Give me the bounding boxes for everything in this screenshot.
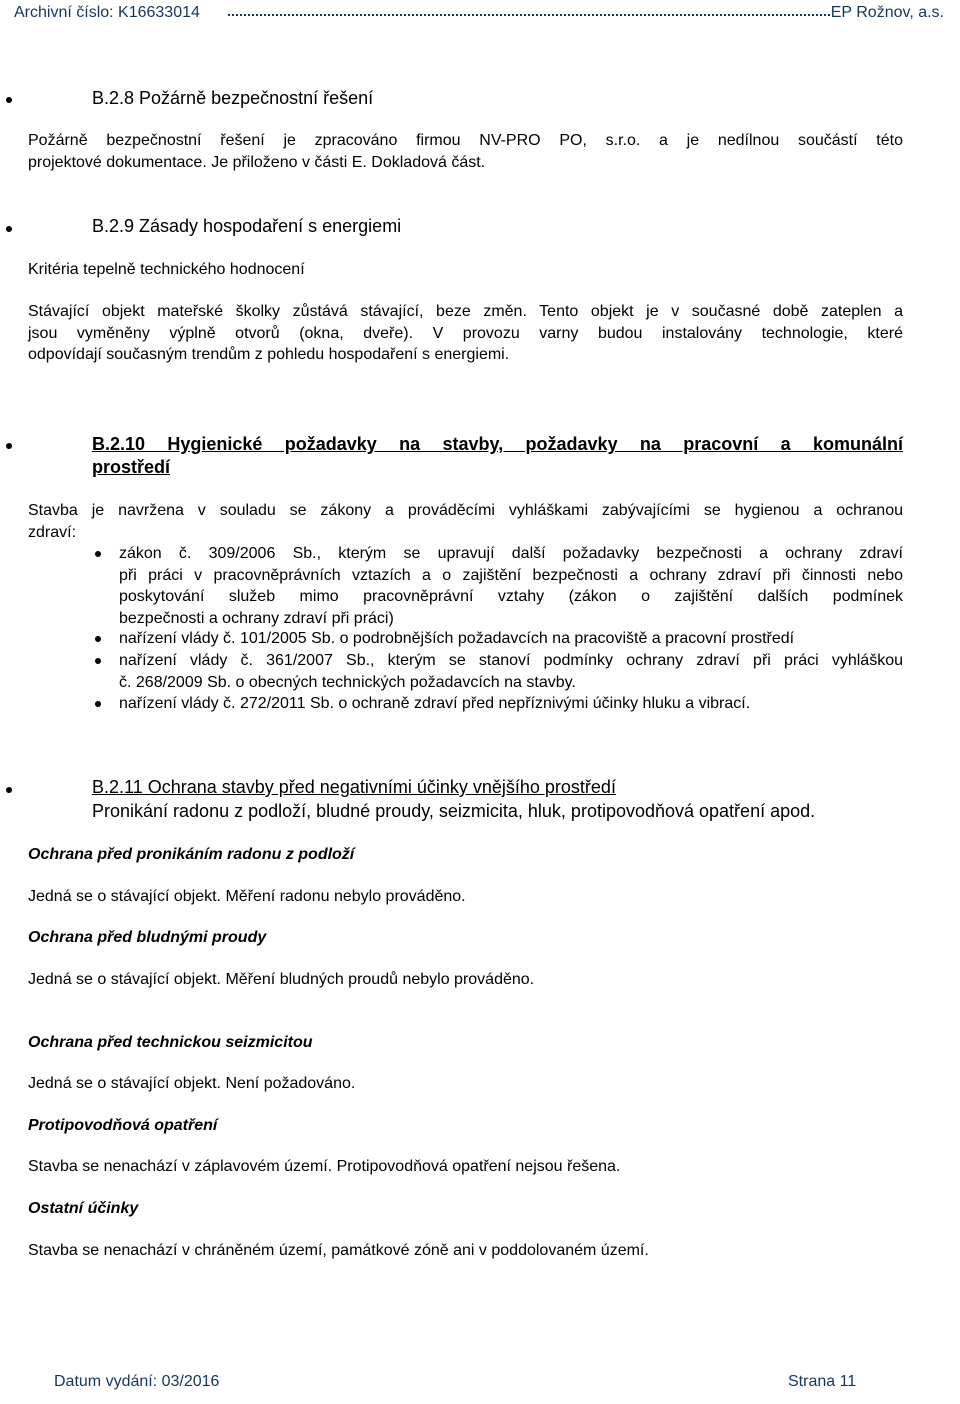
block-text-flood: Stavba se nenachází v záplavovém území. Protipovodňová opatření nejsou řešena. xyxy=(28,1158,621,1175)
text-line: zdraví: xyxy=(28,523,77,541)
list-bullet xyxy=(95,701,101,707)
section-bullet xyxy=(6,443,12,449)
text-line: poskytování služeb mimo pracovněprávní vztahy (zákon o zajištění dalších podmínek xyxy=(119,588,903,605)
block-title-stray-currents: Ochrana před bludnými proudy xyxy=(28,929,267,946)
list-item xyxy=(119,543,903,629)
block-title-other: Ostatní účinky xyxy=(28,1200,139,1217)
text-line: č. 268/2009 Sb. o obecných technických požadavcích na stavby. xyxy=(119,673,576,691)
text-line: Požárně bezpečnostní řešení je zpracováno firmou NV-PRO PO, s.r.o. a je nedílnou součástí této xyxy=(28,132,903,149)
section-subtitle-b211: Pronikání radonu z podloží, bludné proudy, seizmicita, hluk, protipovodňová opatření apod. xyxy=(92,801,816,821)
paragraph-energy xyxy=(28,301,903,366)
text-line: Stávající objekt mateřské školky zůstává stávající, beze změn. Tento objekt je v současné době zateplen a xyxy=(28,303,903,320)
list-item xyxy=(119,628,903,650)
text-line: nařízení vlády č. 272/2011 Sb. o ochraně zdraví před nepříznivými účinky hluku a vibrací. xyxy=(119,695,751,712)
text-line: nařízení vlády č. 101/2005 Sb. o podrobnějších požadavcích na pracoviště a pracovní prostředí xyxy=(119,630,795,647)
header-company: EP Rožnov, a.s. xyxy=(830,4,944,21)
block-text-seismicity: Jedná se o stávající objekt. Není požadováno. xyxy=(28,1075,356,1092)
list-bullet xyxy=(95,658,101,664)
list-item xyxy=(119,693,903,715)
block-text-other: Stavba se nenachází v chráněném území, památkové zóně ani v poddolovaném území. xyxy=(28,1242,649,1259)
block-title-seismicity: Ochrana před technickou seizmicitou xyxy=(28,1034,313,1051)
text-line: zákon č. 309/2006 Sb., kterým se upravují další požadavky bezpečnosti a ochrany zdraví xyxy=(119,545,903,562)
block-title-flood: Protipovodňová opatření xyxy=(28,1117,218,1134)
section-heading-b28: B.2.8 Požárně bezpečnostní řešení xyxy=(92,88,374,108)
paragraph-hygiene-intro xyxy=(28,500,903,543)
header-dotted-line xyxy=(228,14,830,16)
block-title-radon: Ochrana před pronikáním radonu z podloží xyxy=(28,846,355,863)
block-text-stray-currents: Jedná se o stávající objekt. Měření bludných proudů nebylo prováděno. xyxy=(28,971,535,988)
paragraph-fire-safety xyxy=(28,130,903,173)
text-line: bezpečnosti a ochrany zdraví při práci) xyxy=(119,609,394,627)
section-heading-b211: B.2.11 Ochrana stavby před negativními účinky vnějšího prostředí xyxy=(92,777,616,797)
text-line: při práci v pracovněprávních vztazích a o zajištění bezpečnosti a ochrany zdraví při činnosti nebo xyxy=(119,566,903,584)
section-bullet xyxy=(6,226,12,232)
list-bullet xyxy=(95,636,101,642)
text-line: jsou vyměněny výplně otvorů (okna, dveře). V provozu varny budou instalovány technologie, které xyxy=(28,324,903,342)
footer-issue-date: Datum vydání: 03/2016 xyxy=(54,1373,220,1390)
heading-line: prostředí xyxy=(92,457,171,477)
subheading-thermal-criteria: Kritéria tepelně technického hodnocení xyxy=(28,261,305,278)
list-bullet xyxy=(95,551,101,557)
section-heading-b29: B.2.9 Zásady hospodaření s energiemi xyxy=(92,216,402,236)
text-line: Stavba je navržena v souladu se zákony a prováděcími vyhláškami zabývajícími se hygienou a ochranou xyxy=(28,502,903,519)
footer-page-number: Strana 11 xyxy=(788,1373,857,1390)
list-item xyxy=(119,650,903,693)
section-bullet xyxy=(6,97,12,103)
header-archive-number: Archivní číslo: K16633014 xyxy=(14,4,200,21)
text-line: projektové dokumentace. Je přiloženo v části E. Dokladová část. xyxy=(28,153,486,171)
section-bullet xyxy=(6,787,12,793)
section-heading-b210 xyxy=(92,433,903,479)
block-text-radon: Jedná se o stávající objekt. Měření radonu nebylo prováděno. xyxy=(28,888,466,905)
heading-line: B.2.10 Hygienické požadavky na stavby, požadavky na pracovní a komunální xyxy=(92,434,903,454)
text-line: nařízení vlády č. 361/2007 Sb., kterým se stanoví podmínky ochrany zdraví při práci vyhláškou xyxy=(119,652,903,669)
text-line: odpovídají současným trendům z pohledu hospodaření s energiemi. xyxy=(28,346,510,363)
